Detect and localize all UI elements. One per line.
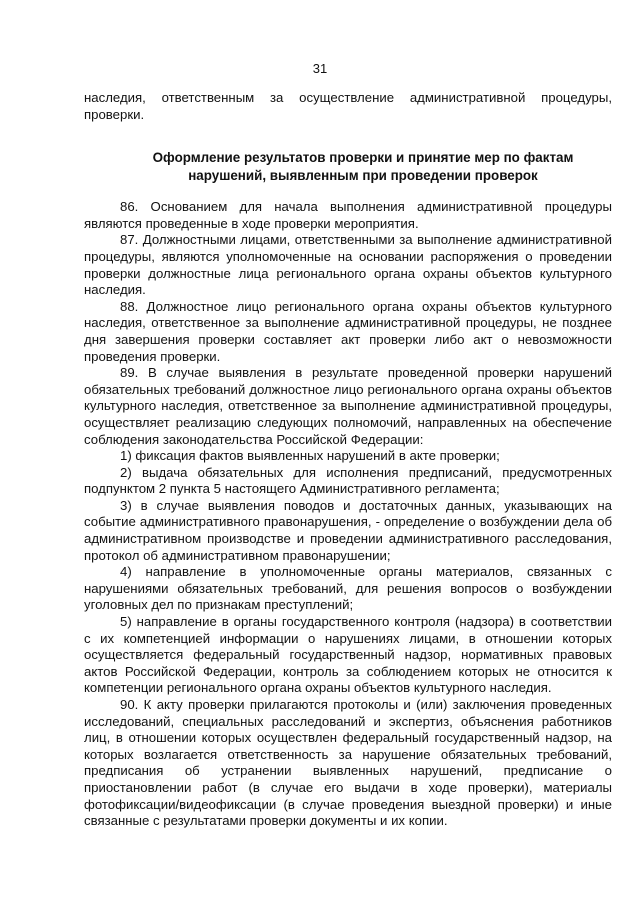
paragraph-90: 90. К акту проверки прилагаются протоколы и (или) заключения проведенных исследований, специальных расследований и экспертиз, объяснения работников лиц, в отношении которых осуществлен федеральный государственный надзор, на которых возлагается ответственность за нарушение обязательных требований, предписания об устранении выявленных нарушений, предписание о приостановлении работ (в случае его выдачи в ходе проверки), материалы фотофиксации/видеофиксации (в случае проведения выездной проверки) и иные связанные с результатами проверки документы и их копии.: [84, 697, 612, 829]
list-item: 3) в случае выявления поводов и достаточных данных, указывающих на событие административного правонарушения, - определение о возбуждении дела об административном производстве и проведении административного расследования, протокол об административном правонарушении;: [84, 497, 612, 563]
intro-text: наследия, ответственным за осуществление административной процедуры, проверки.: [84, 90, 612, 122]
page-number: 31: [312, 61, 328, 76]
list-item: 1) фиксация фактов выявленных нарушений в акте проверки;: [120, 448, 500, 464]
paragraph-86: 86. Основанием для начала выполнения административной процедуры являются проведенные в ходе проверки мероприятия.: [84, 199, 612, 231]
section-heading: Оформление результатов проверки и принятие мер по фактам нарушений, выявленным при проведении проверок: [152, 150, 574, 184]
list-item: 5) направление в органы государственного контроля (надзора) в соответствии с их компетенцией информации о нарушениях лицами, в отношении которых осуществляется федеральный государственный надзор, нормативных правовых актов Российской Федерации, контроль за соблюдением которых не относится к компетенции регионального органа охраны объектов культурного наследия.: [84, 614, 612, 696]
paragraph-87: 87. Должностными лицами, ответственными за выполнение административной процедуры, являются уполномоченные на основании распоряжения о проведении проверки должностные лица регионального органа охраны объектов культурного наследия.: [84, 232, 612, 298]
list-item: 2) выдача обязательных для исполнения предписаний, предусмотренных подпунктом 2 пункта 5 настоящего Административного регламента;: [84, 464, 612, 497]
paragraph-88: 88. Должностное лицо регионального органа охраны объектов культурного наследия, ответственное за выполнение административной процедуры, не позднее дня завершения проверки составляет акт проверки либо акт о невозможности проведения проверки.: [84, 298, 612, 364]
paragraph-89: 89. В случае выявления в результате проведенной проверки нарушений обязательных требований должностное лицо регионального органа охраны объектов культурного наследия, ответственное за выполнение административной процедуры, осуществляет реализацию следующих полномочий, направленных на обеспечение соблюдения законодательства Российской Федерации:: [84, 365, 612, 447]
list-item: 4) направление в уполномоченные органы материалов, связанных с нарушениями обязательных требований, для решения вопросов о возбуждении уголовных дел по признакам преступлений;: [84, 564, 612, 613]
document-body: [84, 90, 612, 830]
